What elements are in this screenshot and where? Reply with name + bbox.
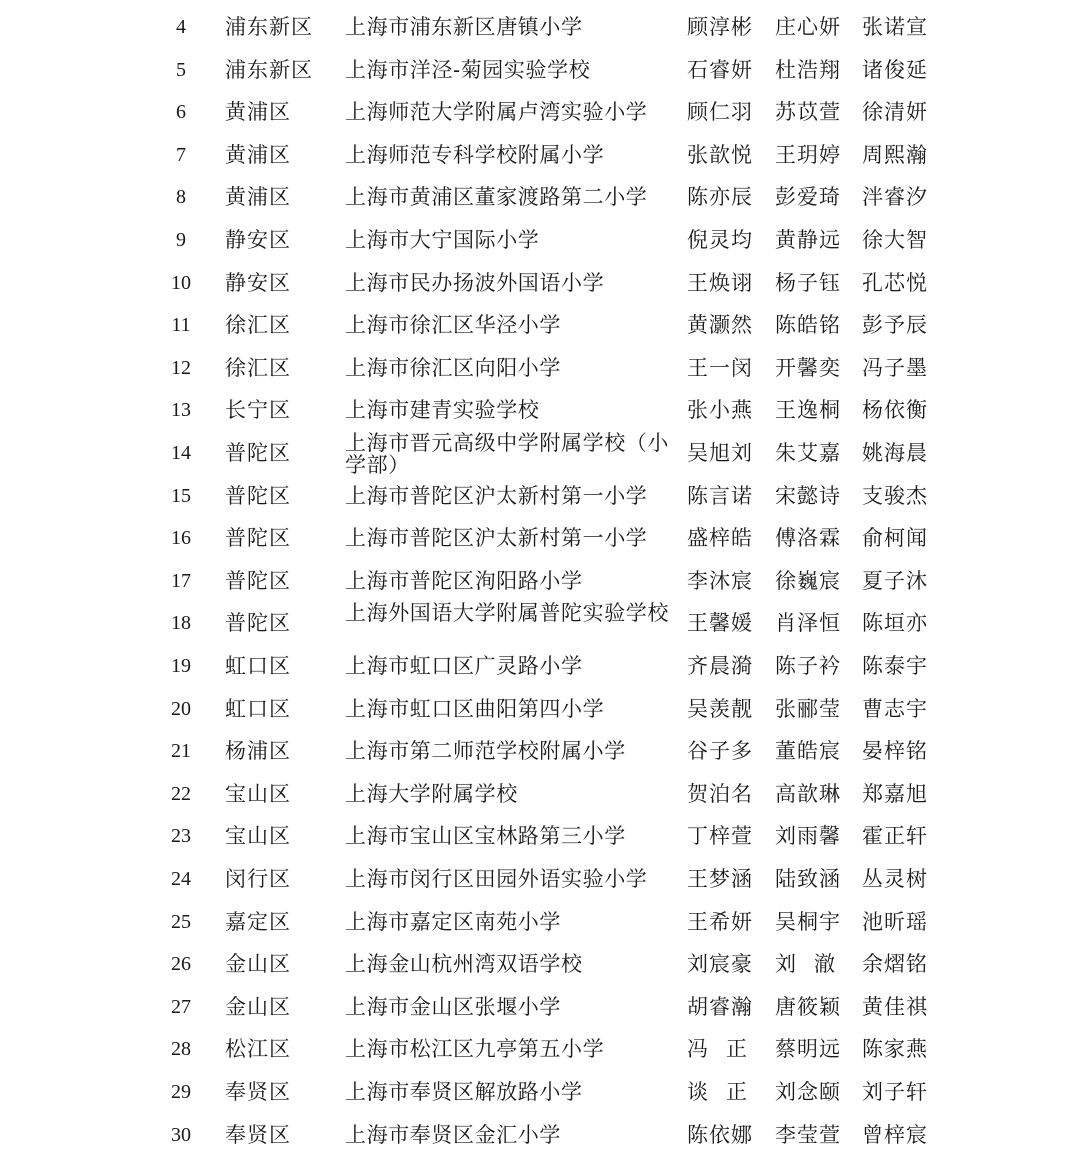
student-name-cell: 俞柯闻	[862, 526, 928, 551]
row-number: 4	[176, 16, 186, 38]
table-row	[0, 943, 1080, 985]
school-cell: 上海市闵行区田园外语实验小学	[345, 867, 648, 891]
school-cell: 上海市建青实验学校	[345, 398, 540, 423]
row-number: 19	[171, 655, 191, 677]
table-row	[0, 730, 1080, 772]
district-cell: 普陀区	[225, 526, 291, 551]
table-row	[0, 304, 1080, 346]
school-cell: 上海市徐汇区向阳小学	[345, 355, 561, 380]
student-name-cell: 彭爱琦	[775, 185, 841, 210]
row-number: 16	[171, 527, 191, 550]
school-cell: 上海市普陀区沪太新村第一小学	[345, 526, 648, 551]
row-number: 9	[176, 229, 186, 251]
district-cell: 闵行区	[225, 867, 291, 891]
row-number: 11	[171, 314, 191, 337]
student-name-cell: 高歆琳	[775, 781, 841, 806]
row-number: 12	[171, 356, 191, 379]
row-number: 10	[171, 271, 191, 294]
district-cell: 普陀区	[225, 568, 291, 593]
school-cell: 上海市金山区张堰小学	[345, 994, 561, 1019]
row-number: 14	[171, 442, 191, 464]
student-name-cell: 董皓宸	[775, 739, 841, 764]
district-cell: 金山区	[225, 994, 291, 1019]
row-number: 13	[171, 399, 191, 422]
school-cell: 上海市虹口区广灵路小学	[345, 654, 583, 678]
table-row	[0, 91, 1080, 133]
student-name-cell: 陈泰宇	[862, 654, 928, 678]
district-cell: 虹口区	[225, 654, 291, 678]
student-name-cell: 曾梓宸	[862, 1122, 928, 1147]
school-cell: 上海市晋元高级中学附属学校（小学部）	[345, 431, 669, 477]
school-cell: 上海市普陀区沪太新村第一小学	[345, 483, 648, 508]
row-number: 15	[171, 484, 191, 507]
student-name-cell: 余熠铭	[862, 952, 928, 977]
student-name-cell: 诸俊延	[862, 57, 928, 82]
school-cell: 上海市松江区九亭第五小学	[345, 1037, 605, 1062]
student-name-cell: 陈子衿	[775, 654, 841, 678]
student-name-cell: 郑嘉旭	[862, 781, 928, 806]
student-name-cell: 夏子沐	[862, 568, 928, 593]
school-cell: 上海师范专科学校附属小学	[345, 142, 605, 167]
student-name-cell: 傅洛霖	[775, 526, 841, 551]
district-cell: 奉贤区	[225, 1080, 291, 1104]
student-name-cell: 齐晨漪	[687, 654, 753, 678]
table-row	[0, 134, 1080, 176]
student-name-cell: 盛梓皓	[687, 526, 753, 551]
student-name-cell: 陈垣亦	[862, 611, 928, 636]
row-number: 18	[171, 612, 191, 635]
student-name-cell: 霍正轩	[862, 824, 928, 849]
row-number: 21	[171, 740, 191, 763]
table-row	[0, 475, 1080, 517]
table-row	[0, 901, 1080, 943]
student-name-cell: 王一闵	[687, 355, 753, 380]
row-number: 30	[171, 1123, 191, 1146]
school-cell: 上海金山杭州湾双语学校	[345, 952, 583, 977]
table-row	[0, 560, 1080, 602]
school-cell: 上海市嘉定区南苑小学	[345, 909, 561, 934]
student-name-cell: 庄心妍	[775, 15, 841, 39]
school-cell: 上海市普陀区洵阳路小学	[345, 568, 583, 593]
row-number: 6	[176, 101, 186, 124]
district-cell: 杨浦区	[225, 739, 291, 764]
school-cell: 上海市徐汇区华泾小学	[345, 313, 561, 338]
student-name-cell: 冯子墨	[862, 355, 928, 380]
row-number: 25	[171, 910, 191, 933]
student-name-cell: 泮睿汐	[862, 185, 928, 210]
table-row	[0, 858, 1080, 900]
district-cell: 宝山区	[225, 781, 291, 806]
student-name-cell: 王希妍	[687, 909, 753, 934]
school-cell: 上海师范大学附属卢湾实验小学	[345, 100, 648, 125]
student-name-cell: 徐巍宸	[775, 568, 841, 593]
district-cell: 宝山区	[225, 824, 291, 849]
student-name-cell: 陈皓铭	[775, 313, 841, 338]
student-name-cell: 刘澈	[775, 952, 853, 977]
school-cell: 上海市洋泾-菊园实验学校	[345, 57, 591, 82]
student-name-cell: 刘雨馨	[775, 824, 841, 849]
student-name-cell: 吴桐宇	[775, 909, 841, 934]
table-row	[0, 602, 1080, 644]
student-name-cell: 徐大智	[862, 228, 928, 252]
school-cell: 上海市奉贤区解放路小学	[345, 1080, 583, 1104]
student-name-cell: 张诺宣	[862, 15, 928, 39]
row-number: 5	[176, 58, 186, 81]
student-name-cell: 王逸桐	[775, 398, 841, 423]
student-name-cell: 陆致涵	[775, 867, 841, 891]
student-name-cell: 王梦涵	[687, 867, 753, 891]
district-cell: 奉贤区	[225, 1122, 291, 1147]
student-name-cell: 宋懿诗	[775, 483, 841, 508]
row-number: 28	[171, 1038, 191, 1061]
student-name-cell: 黄灏然	[687, 313, 753, 338]
student-name-cell: 杜浩翔	[775, 57, 841, 82]
student-name-cell: 刘子轩	[862, 1080, 928, 1104]
school-cell: 上海市黄浦区董家渡路第二小学	[345, 185, 648, 210]
student-name-cell: 张小燕	[687, 398, 753, 423]
student-name-cell: 彭予辰	[862, 313, 928, 338]
student-name-cell: 徐清妍	[862, 100, 928, 125]
school-cell: 上海外国语大学附属普陀实验学校	[345, 601, 669, 626]
student-name-cell: 胡睿瀚	[687, 994, 753, 1019]
table-row	[0, 986, 1080, 1028]
district-cell: 徐汇区	[225, 313, 291, 338]
district-cell: 黄浦区	[225, 142, 291, 167]
student-name-cell: 陈言诺	[687, 483, 753, 508]
table-row	[0, 1028, 1080, 1070]
district-cell: 浦东新区	[225, 15, 313, 39]
district-cell: 静安区	[225, 228, 291, 252]
student-name-cell: 支骏杰	[862, 483, 928, 508]
district-cell: 松江区	[225, 1037, 291, 1062]
student-name-cell: 周熙瀚	[862, 142, 928, 167]
table-row	[0, 49, 1080, 91]
student-name-cell: 杨依衡	[862, 398, 928, 423]
student-name-cell: 开馨奕	[775, 355, 841, 380]
student-name-cell: 顾淳彬	[687, 15, 753, 39]
row-number: 22	[171, 782, 191, 805]
district-cell: 嘉定区	[225, 909, 291, 934]
table-row	[0, 176, 1080, 218]
student-name-cell: 刘宸豪	[687, 952, 753, 977]
district-cell: 长宁区	[225, 398, 291, 423]
student-name-cell: 孔芯悦	[862, 270, 928, 295]
district-cell: 黄浦区	[225, 100, 291, 125]
row-number: 17	[171, 569, 191, 592]
student-name-cell: 曹志宇	[862, 696, 928, 721]
district-cell: 普陀区	[225, 483, 291, 508]
school-cell: 上海市第二师范学校附属小学	[345, 739, 626, 764]
school-cell: 上海市浦东新区唐镇小学	[345, 15, 583, 39]
table-row	[0, 219, 1080, 261]
table-row	[0, 773, 1080, 815]
student-name-cell: 倪灵均	[687, 228, 753, 252]
row-number: 29	[171, 1081, 191, 1103]
student-name-cell: 肖泽恒	[775, 611, 841, 636]
school-cell: 上海市奉贤区金汇小学	[345, 1122, 561, 1147]
student-name-cell: 谷子多	[687, 739, 753, 764]
student-name-cell: 朱艾嘉	[775, 441, 841, 465]
row-number: 23	[171, 825, 191, 848]
school-cell: 上海市大宁国际小学	[345, 228, 540, 252]
student-name-cell: 冯正	[687, 1037, 765, 1062]
row-number: 8	[176, 186, 186, 209]
student-name-cell: 吴旭刘	[687, 441, 753, 465]
student-name-cell: 谈正	[687, 1080, 765, 1104]
student-name-cell: 陈依娜	[687, 1122, 753, 1147]
table-row	[0, 262, 1080, 304]
student-name-cell: 陈亦辰	[687, 185, 753, 210]
student-name-cell: 顾仁羽	[687, 100, 753, 125]
district-cell: 徐汇区	[225, 355, 291, 380]
table-row	[0, 6, 1080, 48]
school-cell: 上海市宝山区宝林路第三小学	[345, 824, 626, 849]
student-name-cell: 池昕瑶	[862, 909, 928, 934]
student-name-cell: 唐筱颖	[775, 994, 841, 1019]
student-name-cell: 王馨媛	[687, 611, 753, 636]
table-row	[0, 431, 1080, 477]
student-name-cell: 石睿妍	[687, 57, 753, 82]
district-cell: 静安区	[225, 270, 291, 295]
table-row	[0, 1071, 1080, 1113]
table-row	[0, 815, 1080, 857]
student-name-cell: 杨子钰	[775, 270, 841, 295]
student-name-cell: 王玥婷	[775, 142, 841, 167]
district-cell: 普陀区	[225, 611, 291, 636]
student-name-cell: 张郦莹	[775, 696, 841, 721]
row-number: 7	[176, 143, 186, 166]
table-row	[0, 688, 1080, 730]
student-name-cell: 李莹萱	[775, 1122, 841, 1147]
student-name-cell: 苏苡萱	[775, 100, 841, 125]
student-name-cell: 丁梓萱	[687, 824, 753, 849]
student-name-cell: 王焕诩	[687, 270, 753, 295]
row-number: 20	[171, 697, 191, 720]
student-name-cell: 刘念颐	[775, 1080, 841, 1104]
table-row	[0, 389, 1080, 431]
student-name-cell: 丛灵树	[862, 867, 928, 891]
row-number: 27	[171, 995, 191, 1018]
row-number: 26	[171, 953, 191, 976]
table-row	[0, 1114, 1080, 1156]
student-name-cell: 蔡明远	[775, 1037, 841, 1062]
school-cell: 上海大学附属学校	[345, 781, 518, 806]
district-cell: 浦东新区	[225, 57, 313, 82]
row-number: 24	[171, 868, 191, 890]
student-name-cell: 吴羡靓	[687, 696, 753, 721]
student-name-cell: 张歆悦	[687, 142, 753, 167]
school-cell: 上海市虹口区曲阳第四小学	[345, 696, 605, 721]
district-cell: 普陀区	[225, 441, 291, 465]
district-cell: 虹口区	[225, 696, 291, 721]
district-cell: 黄浦区	[225, 185, 291, 210]
table-row	[0, 645, 1080, 687]
table-row	[0, 517, 1080, 559]
student-name-cell: 陈家燕	[862, 1037, 928, 1062]
student-name-cell: 晏梓铭	[862, 739, 928, 764]
table-row	[0, 347, 1080, 389]
student-name-cell: 姚海晨	[862, 441, 928, 465]
student-name-cell: 李沐宸	[687, 568, 753, 593]
student-name-cell: 贺泊名	[687, 781, 753, 806]
student-name-cell: 黄佳祺	[862, 994, 928, 1019]
district-cell: 金山区	[225, 952, 291, 977]
student-name-cell: 黄静远	[775, 228, 841, 252]
school-cell: 上海市民办扬波外国语小学	[345, 270, 605, 295]
